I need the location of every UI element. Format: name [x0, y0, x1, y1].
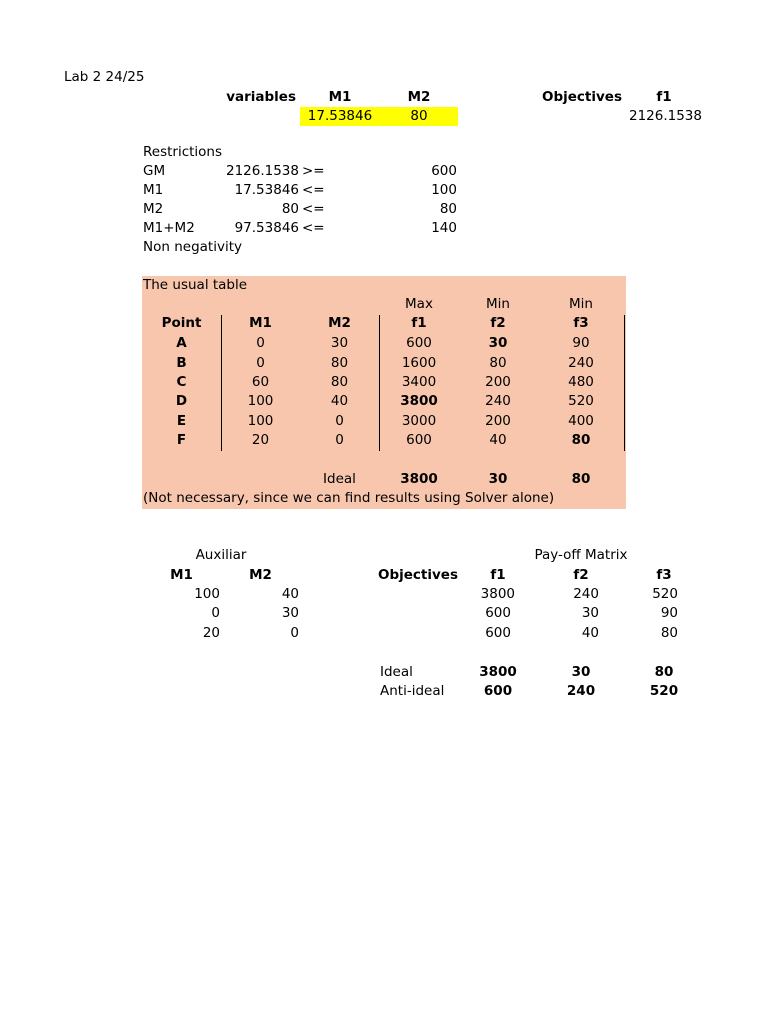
- restriction-name: M2: [143, 201, 164, 217]
- restriction-operator: <=: [302, 201, 325, 217]
- m2-cell: 80: [330, 355, 349, 371]
- f1-header: f1: [656, 89, 672, 105]
- m1-cell: 100: [247, 393, 274, 409]
- point-label: D: [175, 393, 188, 409]
- f3-cell: 240: [568, 355, 594, 371]
- payoff-f3-cell: 520: [652, 586, 678, 602]
- m1-cell: 60: [251, 374, 270, 390]
- f1-cell: 3800: [400, 393, 438, 409]
- payoff-title: Pay-off Matrix: [534, 547, 628, 563]
- restriction-rhs: 600: [431, 163, 457, 179]
- restriction-operator: <=: [302, 182, 325, 198]
- payoff-anti-ideal-f2: 240: [566, 683, 596, 699]
- auxiliar-m2-cell: 40: [281, 586, 299, 602]
- f2-cell: 30: [488, 335, 508, 351]
- auxiliar-m2-cell: 0: [290, 625, 299, 641]
- ideal-f3: 80: [571, 471, 591, 487]
- auxiliar-m1-cell: 0: [211, 605, 220, 621]
- payoff-f1-cell: 3800: [480, 586, 515, 602]
- restriction-operator: >=: [302, 163, 325, 179]
- payoff-f3-header: f3: [656, 567, 672, 583]
- payoff-ideal-label: Ideal: [380, 664, 413, 680]
- payoff-f1-cell: 600: [485, 625, 511, 641]
- f3-cell: 80: [571, 432, 591, 448]
- m2-cell: 80: [330, 374, 349, 390]
- m1-cell: 100: [247, 413, 274, 429]
- f1-cell: 600: [406, 432, 432, 448]
- f1-cell: 3400: [401, 374, 437, 390]
- f1-value-cell[interactable]: 2126.1538: [628, 108, 702, 124]
- auxiliar-m1-cell: 100: [194, 586, 220, 602]
- restriction-name: GM: [143, 163, 166, 179]
- f2-cell: 80: [489, 355, 507, 371]
- payoff-anti-ideal-label: Anti-ideal: [380, 683, 445, 699]
- m1-cell: 0: [256, 355, 265, 371]
- m2-cell: 40: [330, 393, 349, 409]
- payoff-f2-cell: 240: [573, 586, 599, 602]
- m1-cell: 20: [251, 432, 270, 448]
- payoff-anti-ideal-f3: 520: [649, 683, 679, 699]
- table-divider: [624, 315, 625, 451]
- restriction-name: M1: [143, 182, 164, 198]
- non-negativity-label: Non negativity: [143, 239, 242, 255]
- restriction-name: M1+M2: [143, 220, 195, 236]
- objectives-label: Objectives: [542, 89, 622, 105]
- restriction-operator: <=: [302, 220, 325, 236]
- ideal-label: Ideal: [323, 471, 356, 487]
- m1-value-cell[interactable]: 17.53846: [307, 108, 373, 124]
- f1-sense: Max: [405, 296, 433, 312]
- f2-sense: Min: [486, 296, 510, 312]
- payoff-objectives-label: Objectives: [378, 567, 458, 583]
- f3-column-header: f3: [573, 315, 589, 331]
- f2-cell: 40: [489, 432, 507, 448]
- point-label: A: [176, 335, 187, 351]
- f3-cell: 480: [568, 374, 594, 390]
- m2-cell: 0: [335, 432, 344, 448]
- f2-column-header: f2: [490, 315, 506, 331]
- m1-cell: 0: [256, 335, 265, 351]
- point-header: Point: [161, 315, 202, 331]
- auxiliar-m1-cell: 20: [202, 625, 220, 641]
- restriction-lhs: 2126.1538: [225, 163, 299, 179]
- f1-cell: 1600: [401, 355, 437, 371]
- restriction-rhs: 100: [431, 182, 457, 198]
- m2-header: M2: [407, 89, 431, 105]
- auxiliar-m2-cell: 30: [281, 605, 299, 621]
- usual-table-note: (Not necessary, since we can find results using Solver alone): [143, 490, 555, 506]
- payoff-f2-header: f2: [573, 567, 589, 583]
- m2-column-header: M2: [328, 315, 351, 331]
- f1-cell: 3000: [401, 413, 437, 429]
- auxiliar-title: Auxiliar: [195, 547, 247, 563]
- restriction-rhs: 140: [431, 220, 457, 236]
- f3-cell: 90: [572, 335, 590, 351]
- payoff-f3-cell: 90: [660, 605, 678, 621]
- payoff-ideal-f1: 3800: [479, 664, 517, 680]
- restriction-lhs: 17.53846: [234, 182, 299, 198]
- ideal-f1: 3800: [400, 471, 438, 487]
- payoff-ideal-f2: 30: [571, 664, 591, 680]
- payoff-f2-cell: 40: [581, 625, 599, 641]
- f3-cell: 520: [568, 393, 594, 409]
- m1-header: M1: [328, 89, 352, 105]
- payoff-f1-header: f1: [490, 567, 506, 583]
- restriction-lhs: 97.53846: [234, 220, 299, 236]
- auxiliar-m1-header: M1: [170, 567, 193, 583]
- f3-cell: 400: [568, 413, 594, 429]
- payoff-f2-cell: 30: [581, 605, 599, 621]
- point-label: E: [176, 413, 187, 429]
- f2-cell: 200: [485, 374, 511, 390]
- f3-sense: Min: [569, 296, 593, 312]
- point-label: F: [176, 432, 187, 448]
- f2-cell: 240: [485, 393, 511, 409]
- m2-value-cell[interactable]: 80: [410, 108, 428, 124]
- m2-cell: 0: [335, 413, 344, 429]
- variables-label: variables: [226, 89, 296, 105]
- payoff-f3-cell: 80: [660, 625, 678, 641]
- f2-cell: 200: [485, 413, 511, 429]
- sheet-title: Lab 2 24/25: [64, 69, 145, 85]
- auxiliar-m2-header: M2: [249, 567, 272, 583]
- point-label: C: [176, 374, 187, 390]
- payoff-anti-ideal-f1: 600: [483, 683, 513, 699]
- payoff-f1-cell: 600: [485, 605, 511, 621]
- f1-cell: 600: [406, 335, 432, 351]
- usual-table-title: The usual table: [143, 277, 248, 293]
- restriction-lhs: 80: [281, 201, 299, 217]
- payoff-ideal-f3: 80: [654, 664, 674, 680]
- m1-column-header: M1: [249, 315, 272, 331]
- ideal-f2: 30: [488, 471, 508, 487]
- m2-cell: 30: [330, 335, 349, 351]
- point-label: B: [176, 355, 187, 371]
- f1-column-header: f1: [411, 315, 427, 331]
- restrictions-heading: Restrictions: [143, 144, 223, 160]
- restriction-rhs: 80: [439, 201, 457, 217]
